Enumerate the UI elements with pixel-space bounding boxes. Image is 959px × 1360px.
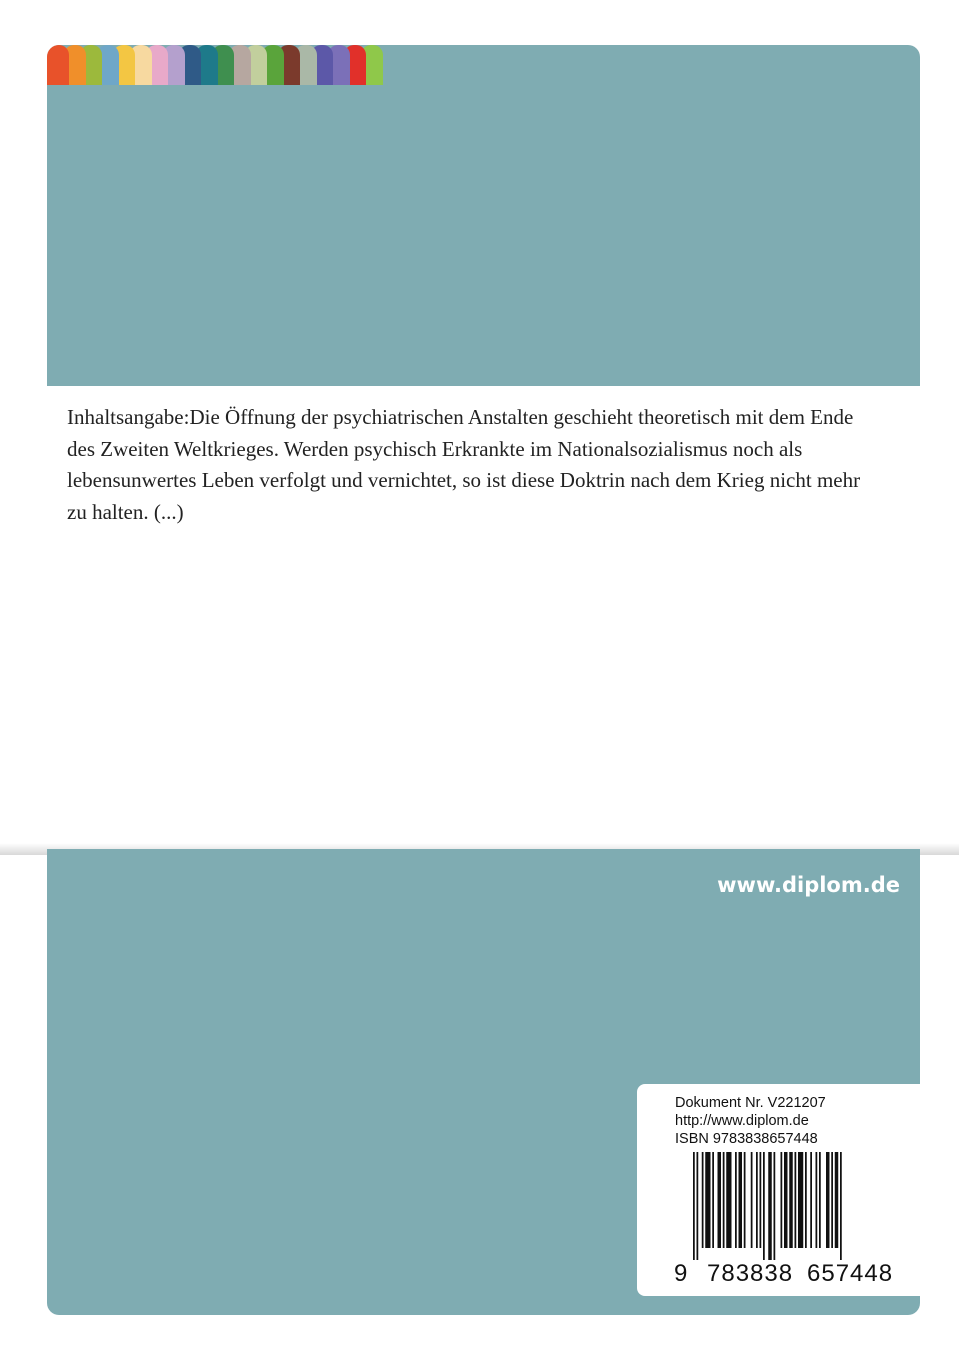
barcode-bar <box>693 1152 695 1260</box>
barcode-bar <box>705 1152 710 1248</box>
barcode-digits-right: 657448 <box>807 1260 894 1287</box>
barcode-bar <box>726 1152 731 1248</box>
color-tab <box>47 45 69 85</box>
barcode-bar <box>718 1152 722 1248</box>
barcode-digits-left: 783838 <box>707 1260 794 1287</box>
barcode-bar <box>739 1152 743 1248</box>
isbn-text: ISBN 9783838657448 <box>675 1131 818 1147</box>
barcode-digit-first: 9 <box>674 1260 689 1287</box>
color-tab-strip <box>47 45 387 85</box>
barcode-icon <box>693 1152 903 1260</box>
barcode-label <box>637 1084 920 1296</box>
barcode-bar <box>781 1152 783 1248</box>
barcode-bar <box>723 1152 725 1248</box>
barcode-bar <box>763 1152 765 1260</box>
barcode-bar <box>702 1152 704 1248</box>
document-number: Dokument Nr. V221207 <box>675 1095 826 1111</box>
barcode-bar <box>826 1152 830 1248</box>
cover-top-panel <box>47 45 920 386</box>
barcode-bar <box>756 1152 758 1248</box>
barcode-bar <box>798 1152 803 1248</box>
barcode-bar <box>819 1152 821 1248</box>
barcode-bar <box>816 1152 818 1248</box>
barcode-bar <box>831 1152 833 1248</box>
barcode-bar <box>735 1152 737 1248</box>
barcode-bar <box>768 1152 772 1260</box>
barcode-bar <box>774 1152 776 1260</box>
summary-text: Inhaltsangabe:Die Öffnung der psychiatrischen Anstalten geschieht theoretisch mit dem Ende des Zweiten Weltkrieges. Werden psychisch Erkrankte im Nationalsozialismus noch als lebensunwertes Leben verfolgt und vernichtet, so ist diese Doktrin nach dem Krieg nicht mehr zu halten. (...) <box>67 405 861 524</box>
barcode-bar <box>810 1152 812 1248</box>
barcode-bar <box>712 1152 714 1248</box>
cover-bottom-panel <box>47 849 920 1315</box>
barcode-bar <box>840 1152 842 1260</box>
barcode-bar <box>751 1152 753 1248</box>
barcode-bar <box>835 1152 839 1248</box>
barcode-bar <box>789 1152 793 1248</box>
barcode-bar <box>784 1152 788 1248</box>
barcode-bar <box>744 1152 746 1248</box>
barcode-bar <box>697 1152 699 1260</box>
publisher-url: www.diplom.de <box>717 873 900 897</box>
barcode-bar <box>805 1152 807 1248</box>
website-text: http://www.diplom.de <box>675 1113 809 1129</box>
barcode-bar <box>795 1152 797 1248</box>
barcode-bar <box>760 1152 762 1248</box>
